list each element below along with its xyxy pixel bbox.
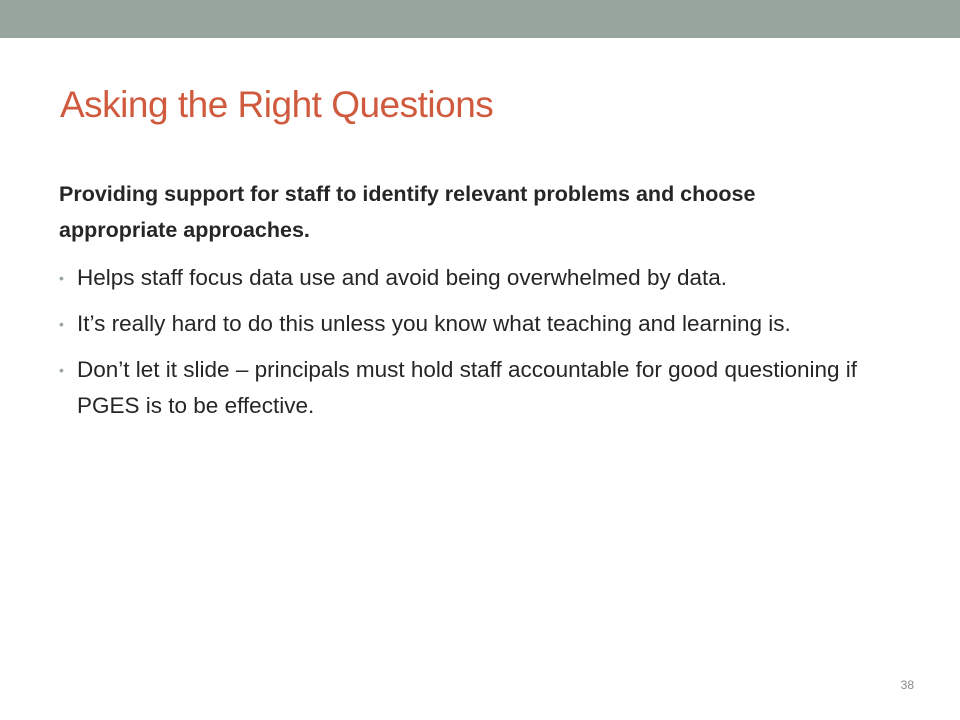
- bullet-item: [59, 260, 879, 296]
- bullet-list: [59, 260, 879, 424]
- top-accent-bar: [0, 0, 960, 38]
- lead-paragraph: Providing support for staff to identify relevant problems and choose appropriate approaches.: [59, 182, 756, 242]
- bullet-item: [59, 352, 879, 424]
- bullet-dot-icon: •: [59, 316, 64, 332]
- bullet-text: Helps staff focus data use and avoid being overwhelmed by data.: [77, 265, 727, 290]
- bullet-text: Don’t let it slide – principals must hold staff accountable for good questioning if PGES is to be effective.: [77, 357, 858, 418]
- bullet-dot-icon: •: [59, 270, 64, 286]
- page-number: 38: [900, 678, 914, 692]
- bullet-dot-icon: •: [59, 362, 64, 378]
- slide-body: [59, 176, 879, 434]
- bullet-text: It’s really hard to do this unless you know what teaching and learning is.: [77, 311, 791, 336]
- slide-title: Asking the Right Questions: [60, 84, 494, 125]
- bullet-item: [59, 306, 879, 342]
